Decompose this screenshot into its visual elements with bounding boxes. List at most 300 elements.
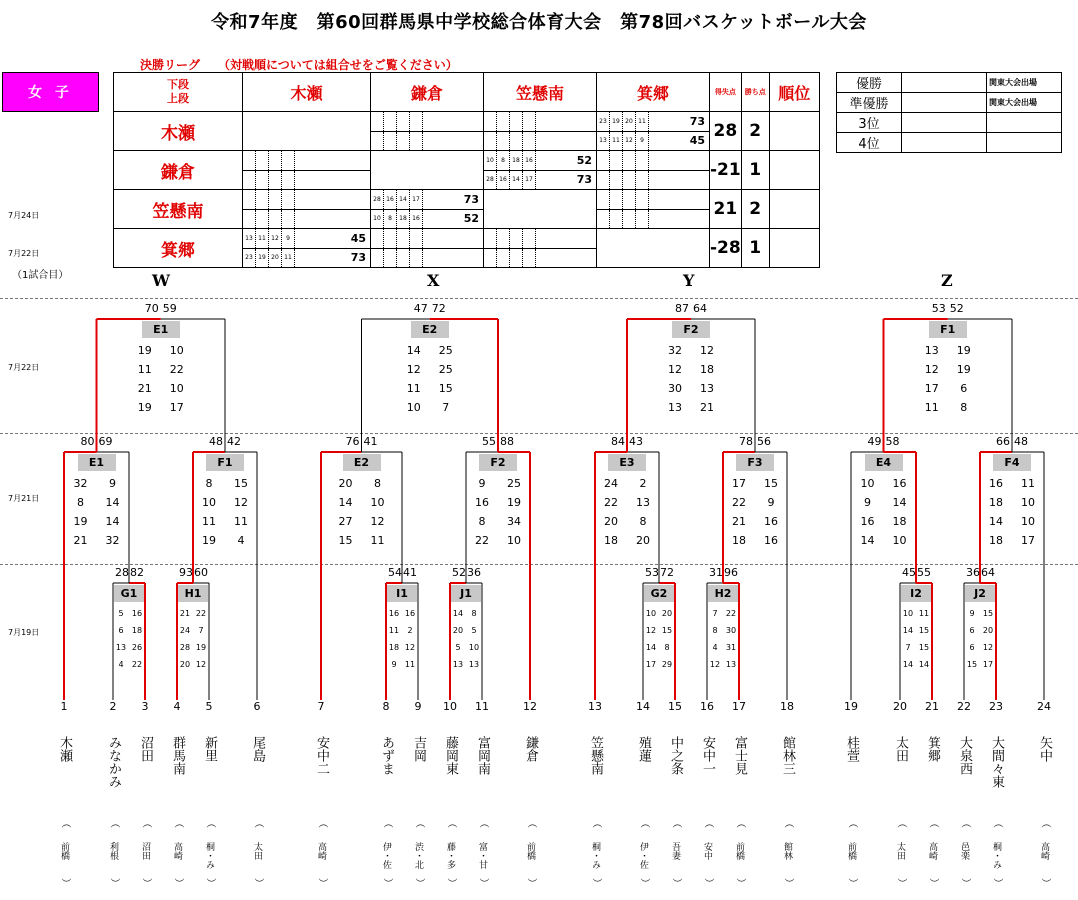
set-score-left: 22 bbox=[475, 534, 489, 547]
team-number: 5 bbox=[205, 700, 213, 713]
set-score-right: 22 bbox=[725, 609, 737, 618]
block-x: X bbox=[427, 271, 440, 290]
team-region: 富・甘 bbox=[477, 842, 487, 869]
set-score-left: 17 bbox=[924, 382, 939, 395]
set-score-left: 15 bbox=[338, 534, 353, 547]
game-id: E3 bbox=[608, 454, 646, 471]
paren-close: ︶ bbox=[846, 878, 857, 888]
score-left: 52 bbox=[452, 566, 466, 579]
row-diff: 21 bbox=[710, 190, 742, 229]
team-region: 前橋 bbox=[846, 842, 856, 860]
league-note: （対戦順については組合せをご覧ください） bbox=[224, 58, 458, 72]
team-region: 沼田 bbox=[140, 842, 150, 860]
score-left: 80 bbox=[80, 435, 95, 448]
total-score: 52 bbox=[576, 153, 592, 167]
col-wins: 勝ち点 bbox=[741, 73, 769, 112]
set-score-right: 16 bbox=[764, 534, 778, 547]
paren-open: ︵ bbox=[59, 818, 70, 828]
paren-close: ︶ bbox=[670, 878, 681, 888]
set-score-left: 8 bbox=[77, 496, 84, 509]
set-score-left: 7 bbox=[905, 643, 911, 652]
set-score-right: 2 bbox=[407, 626, 413, 635]
quarter-score: 23 bbox=[243, 249, 256, 268]
team-number: 19 bbox=[844, 700, 858, 713]
set-score-left: 28 bbox=[179, 643, 191, 652]
set-score-right: 12 bbox=[700, 344, 714, 357]
quarter-score: 13 bbox=[597, 132, 610, 151]
set-score-left: 5 bbox=[455, 643, 461, 652]
set-score-left: 20 bbox=[179, 660, 191, 669]
set-score-left: 19 bbox=[137, 344, 152, 357]
col-team-2: 鎌倉 bbox=[371, 73, 484, 112]
set-score-left: 16 bbox=[989, 477, 1003, 490]
quarter-score: 11 bbox=[282, 249, 295, 268]
set-score-right: 15 bbox=[982, 609, 994, 618]
set-score-right: 19 bbox=[507, 496, 521, 509]
set-score-right: 14 bbox=[892, 496, 907, 509]
quarter-score: 14 bbox=[397, 190, 410, 209]
set-score-left: 14 bbox=[860, 534, 875, 547]
set-score-right: 22 bbox=[195, 609, 207, 618]
team-region: 伊・佐 bbox=[638, 842, 648, 869]
paren-close: ︶ bbox=[702, 878, 713, 888]
set-score-left: 6 bbox=[118, 626, 124, 635]
paren-close: ︶ bbox=[381, 878, 392, 888]
score-right: 42 bbox=[227, 435, 241, 448]
paren-open: ︵ bbox=[782, 818, 793, 828]
set-score-right: 8 bbox=[374, 477, 381, 490]
total-score: 73 bbox=[689, 114, 705, 128]
set-score-left: 22 bbox=[604, 496, 618, 509]
game-id: E1 bbox=[142, 321, 180, 338]
set-score-left: 12 bbox=[709, 660, 721, 669]
paren-close: ︶ bbox=[638, 878, 649, 888]
col-points-diff: 得失点 bbox=[710, 73, 742, 112]
paren-open: ︵ bbox=[140, 818, 151, 828]
quarter-score: 11 bbox=[610, 132, 623, 151]
quarter-score: 10 bbox=[371, 210, 384, 229]
paren-close: ︶ bbox=[525, 878, 536, 888]
team-region: 桐・み bbox=[204, 842, 214, 869]
set-score-left: 18 bbox=[604, 534, 618, 547]
quarter-score: 16 bbox=[523, 151, 536, 170]
set-score-right: 11 bbox=[1021, 477, 1035, 490]
set-score-right: 18 bbox=[892, 515, 907, 528]
team-number: 13 bbox=[588, 700, 602, 713]
set-score-left: 14 bbox=[902, 660, 914, 669]
set-score-left: 9 bbox=[478, 477, 486, 490]
block-w: W bbox=[152, 271, 170, 290]
paren-open: ︵ bbox=[638, 818, 649, 828]
set-score-right: 15 bbox=[438, 382, 453, 395]
set-score-right: 25 bbox=[507, 477, 521, 490]
set-score-left: 24 bbox=[179, 626, 191, 635]
quarter-score: 10 bbox=[484, 151, 497, 170]
set-score-left: 11 bbox=[202, 515, 216, 528]
paren-open: ︵ bbox=[445, 818, 456, 828]
total-score: 73 bbox=[350, 251, 366, 265]
set-score-left: 20 bbox=[604, 515, 618, 528]
set-score-left: 13 bbox=[668, 401, 682, 414]
team-region: 前橋 bbox=[734, 842, 744, 860]
set-score-right: 13 bbox=[700, 382, 714, 395]
set-score-right: 10 bbox=[370, 496, 385, 509]
team-region: 桐・み bbox=[991, 842, 1001, 869]
date-label: 7月24日 bbox=[8, 211, 40, 220]
date-note: （1試合目） bbox=[12, 270, 69, 281]
set-score-left: 12 bbox=[645, 626, 657, 635]
set-score-left: 16 bbox=[388, 609, 400, 618]
set-score-right: 19 bbox=[195, 643, 207, 652]
team-number: 7 bbox=[317, 700, 325, 713]
game-id: I2 bbox=[901, 585, 931, 602]
set-score-right: 14 bbox=[105, 496, 120, 509]
team-region: 高崎 bbox=[172, 842, 182, 860]
score-right: 72 bbox=[660, 566, 674, 579]
set-score-left: 11 bbox=[406, 382, 421, 395]
team-name: 太田 bbox=[893, 736, 908, 762]
game-id: G2 bbox=[644, 585, 674, 602]
team-name: あずま bbox=[379, 736, 394, 775]
paren-open: ︵ bbox=[525, 818, 536, 828]
score-left: 53 bbox=[931, 302, 946, 315]
set-score-left: 18 bbox=[989, 534, 1003, 547]
score-left: 49 bbox=[867, 435, 882, 448]
row-wins: 2 bbox=[741, 112, 769, 151]
paren-close: ︶ bbox=[734, 878, 745, 888]
score-left: 55 bbox=[482, 435, 496, 448]
set-score-right: 9 bbox=[767, 496, 775, 509]
set-score-left: 8 bbox=[712, 626, 718, 635]
score-right: 58 bbox=[885, 435, 900, 448]
paren-close: ︶ bbox=[252, 878, 263, 888]
set-score-left: 32 bbox=[668, 344, 682, 357]
team-region: 邑楽 bbox=[959, 842, 969, 860]
quarter-score: 18 bbox=[397, 210, 410, 229]
set-score-right: 31 bbox=[725, 643, 737, 652]
row-team: 鎌倉 bbox=[114, 151, 243, 190]
paren-open: ︵ bbox=[204, 818, 215, 828]
team-region: 高崎 bbox=[927, 842, 937, 860]
set-score-left: 14 bbox=[406, 344, 421, 357]
set-score-left: 18 bbox=[732, 534, 746, 547]
paren-open: ︵ bbox=[991, 818, 1002, 828]
score-left: 45 bbox=[902, 566, 916, 579]
team-number: 12 bbox=[523, 700, 537, 713]
team-name: 中之条 bbox=[668, 736, 683, 775]
set-score-left: 13 bbox=[924, 344, 939, 357]
paren-open: ︵ bbox=[172, 818, 183, 828]
team-name: 尾島 bbox=[250, 736, 265, 762]
set-score-left: 21 bbox=[179, 609, 191, 618]
paren-close: ︶ bbox=[895, 878, 906, 888]
team-number: 11 bbox=[475, 700, 489, 713]
team-region: 利根 bbox=[108, 842, 118, 860]
team-number: 16 bbox=[700, 700, 714, 713]
set-score-right: 10 bbox=[468, 643, 480, 652]
set-score-left: 14 bbox=[902, 626, 914, 635]
set-score-left: 14 bbox=[338, 496, 353, 509]
score-right: 41 bbox=[363, 435, 378, 448]
paren-close: ︶ bbox=[477, 878, 488, 888]
set-score-left: 9 bbox=[391, 660, 397, 669]
team-name: 鎌倉 bbox=[523, 736, 538, 762]
col-team-4: 箕郷 bbox=[597, 73, 710, 112]
team-name: 藤岡東 bbox=[443, 736, 458, 775]
team-region: 藤・多 bbox=[445, 842, 455, 869]
set-score-left: 4 bbox=[712, 643, 718, 652]
set-score-right: 25 bbox=[438, 363, 453, 376]
team-region: 前橋 bbox=[525, 842, 535, 860]
set-score-left: 14 bbox=[452, 609, 464, 618]
team-number: 1 bbox=[60, 700, 68, 713]
score-left: 87 bbox=[675, 302, 689, 315]
game-id: F4 bbox=[993, 454, 1031, 471]
set-score-right: 7 bbox=[442, 401, 450, 414]
ranking-place: 優勝 bbox=[837, 73, 902, 93]
row-diff: -28 bbox=[710, 229, 742, 268]
team-name: 吉岡 bbox=[411, 736, 426, 762]
set-score-left: 14 bbox=[989, 515, 1003, 528]
set-score-right: 15 bbox=[661, 626, 673, 635]
paren-open: ︵ bbox=[846, 818, 857, 828]
row-diff: 28 bbox=[710, 112, 742, 151]
team-region: 太田 bbox=[252, 842, 262, 860]
col-team-3: 笠懸南 bbox=[484, 73, 597, 112]
game-id: I1 bbox=[387, 585, 417, 602]
game-id: J1 bbox=[451, 585, 481, 602]
score-left: 28 bbox=[115, 566, 129, 579]
paren-close: ︶ bbox=[59, 878, 70, 888]
set-score-left: 8 bbox=[205, 477, 213, 490]
set-score-right: 21 bbox=[700, 401, 714, 414]
quarter-score: 11 bbox=[256, 229, 269, 248]
team-number: 10 bbox=[443, 700, 457, 713]
paren-open: ︵ bbox=[1039, 818, 1050, 828]
set-score-left: 12 bbox=[668, 363, 682, 376]
team-name: 館林三 bbox=[780, 736, 795, 775]
set-score-right: 20 bbox=[661, 609, 673, 618]
set-score-right: 16 bbox=[764, 515, 778, 528]
set-score-right: 2 bbox=[639, 477, 647, 490]
set-score-right: 26 bbox=[131, 643, 143, 652]
team-number: 9 bbox=[414, 700, 422, 713]
set-score-right: 34 bbox=[507, 515, 521, 528]
set-score-right: 32 bbox=[105, 534, 120, 547]
team-region: 高崎 bbox=[1039, 842, 1049, 860]
team-number: 20 bbox=[893, 700, 907, 713]
set-score-right: 20 bbox=[982, 626, 994, 635]
team-name: 安中二 bbox=[314, 736, 329, 775]
set-score-left: 10 bbox=[645, 609, 657, 618]
ranking-place: 4位 bbox=[837, 133, 902, 153]
set-score-left: 10 bbox=[406, 401, 421, 414]
team-region: 高崎 bbox=[316, 842, 326, 860]
quarter-score: 9 bbox=[282, 229, 295, 248]
set-score-right: 30 bbox=[725, 626, 737, 635]
col-team-1: 木瀬 bbox=[243, 73, 371, 112]
team-name: 安中一 bbox=[700, 736, 715, 775]
set-score-right: 6 bbox=[960, 382, 968, 395]
team-region: 伊・佐 bbox=[381, 842, 391, 869]
set-score-left: 16 bbox=[860, 515, 875, 528]
team-name: 富岡南 bbox=[475, 736, 490, 775]
set-score-right: 18 bbox=[700, 363, 714, 376]
score-right: 55 bbox=[917, 566, 931, 579]
paren-open: ︵ bbox=[590, 818, 601, 828]
block-z: Z bbox=[941, 271, 953, 290]
girls-badge: 女 子 bbox=[2, 72, 99, 112]
set-score-right: 8 bbox=[639, 515, 647, 528]
set-score-left: 27 bbox=[338, 515, 353, 528]
team-number: 15 bbox=[668, 700, 682, 713]
team-name: 沼田 bbox=[138, 736, 153, 762]
set-score-left: 17 bbox=[645, 660, 657, 669]
ranking-note: 関東大会出場 bbox=[987, 73, 1062, 93]
set-score-left: 19 bbox=[73, 515, 88, 528]
total-score: 45 bbox=[689, 134, 705, 148]
row-wins: 1 bbox=[741, 229, 769, 268]
team-number: 2 bbox=[109, 700, 117, 713]
set-score-right: 11 bbox=[234, 515, 248, 528]
set-score-right: 14 bbox=[105, 515, 120, 528]
paren-open: ︵ bbox=[316, 818, 327, 828]
set-score-left: 16 bbox=[475, 496, 489, 509]
set-score-left: 4 bbox=[118, 660, 124, 669]
set-score-right: 13 bbox=[468, 660, 480, 669]
team-name: 大泉西 bbox=[957, 736, 972, 775]
set-score-right: 5 bbox=[471, 626, 477, 635]
score-left: 31 bbox=[709, 566, 723, 579]
team-number: 6 bbox=[253, 700, 261, 713]
set-score-right: 25 bbox=[438, 344, 453, 357]
game-id: E2 bbox=[411, 321, 449, 338]
set-score-left: 32 bbox=[73, 477, 88, 490]
team-name: 新里 bbox=[202, 736, 217, 762]
game-id: J2 bbox=[965, 585, 995, 602]
total-score: 73 bbox=[576, 173, 592, 187]
set-score-right: 20 bbox=[636, 534, 650, 547]
score-left: 78 bbox=[739, 435, 753, 448]
page-title: 令和7年度 第60回群馬県中学校総合体育大会 第78回バスケットボール大会 bbox=[211, 12, 867, 33]
set-score-right: 22 bbox=[131, 660, 143, 669]
set-score-right: 17 bbox=[1021, 534, 1035, 547]
score-left: 84 bbox=[611, 435, 625, 448]
quarter-score: 16 bbox=[497, 171, 510, 190]
team-name: 富士見 bbox=[732, 736, 747, 775]
game-id: H1 bbox=[178, 585, 208, 602]
set-score-right: 11 bbox=[370, 534, 385, 547]
quarter-score: 28 bbox=[371, 190, 384, 209]
date-label: 7月22日 bbox=[8, 363, 40, 372]
paren-open: ︵ bbox=[252, 818, 263, 828]
row-diff: -21 bbox=[710, 151, 742, 190]
set-score-left: 17 bbox=[732, 477, 746, 490]
set-score-right: 4 bbox=[237, 534, 245, 547]
score-right: 52 bbox=[949, 302, 964, 315]
paren-open: ︵ bbox=[477, 818, 488, 828]
score-right: 64 bbox=[981, 566, 995, 579]
quarter-score: 20 bbox=[269, 249, 282, 268]
set-score-left: 12 bbox=[406, 363, 421, 376]
score-right: 96 bbox=[724, 566, 738, 579]
ranking-note: 関東大会出場 bbox=[987, 93, 1062, 113]
team-name: 群馬南 bbox=[170, 736, 185, 775]
set-score-right: 17 bbox=[982, 660, 994, 669]
set-score-left: 6 bbox=[969, 626, 975, 635]
set-score-right: 12 bbox=[195, 660, 207, 669]
set-score-right: 13 bbox=[725, 660, 737, 669]
league-label: 決勝リーグ bbox=[140, 58, 201, 72]
team-number: 4 bbox=[173, 700, 181, 713]
set-score-right: 12 bbox=[982, 643, 994, 652]
set-score-right: 29 bbox=[661, 660, 673, 669]
score-left: 47 bbox=[413, 302, 428, 315]
team-name: 木瀬 bbox=[57, 736, 72, 762]
row-wins: 1 bbox=[741, 151, 769, 190]
set-score-right: 10 bbox=[169, 344, 184, 357]
team-number: 3 bbox=[141, 700, 149, 713]
set-score-left: 19 bbox=[137, 401, 152, 414]
game-id: E2 bbox=[343, 454, 381, 471]
score-left: 53 bbox=[645, 566, 659, 579]
set-score-right: 8 bbox=[471, 609, 477, 618]
quarter-score: 8 bbox=[497, 151, 510, 170]
quarter-score: 17 bbox=[410, 190, 423, 209]
set-score-left: 5 bbox=[118, 609, 124, 618]
paren-open: ︵ bbox=[108, 818, 119, 828]
quarter-score: 8 bbox=[384, 210, 397, 229]
row-team: 箕郷 bbox=[114, 229, 243, 268]
game-id: G1 bbox=[114, 585, 144, 602]
team-number: 14 bbox=[636, 700, 650, 713]
set-score-right: 12 bbox=[370, 515, 385, 528]
team-name: 箕郷 bbox=[925, 736, 940, 762]
set-score-left: 18 bbox=[388, 643, 400, 652]
paren-open: ︵ bbox=[927, 818, 938, 828]
paren-close: ︶ bbox=[445, 878, 456, 888]
quarter-score: 18 bbox=[510, 151, 523, 170]
quarter-score: 13 bbox=[243, 229, 256, 248]
set-score-left: 11 bbox=[924, 401, 939, 414]
set-score-left: 22 bbox=[732, 496, 746, 509]
paren-close: ︶ bbox=[1039, 878, 1050, 888]
set-score-right: 8 bbox=[960, 401, 968, 414]
total-score: 45 bbox=[350, 231, 366, 245]
set-score-right: 11 bbox=[918, 609, 930, 618]
set-score-left: 21 bbox=[73, 534, 88, 547]
set-score-left: 15 bbox=[966, 660, 978, 669]
set-score-right: 10 bbox=[169, 382, 184, 395]
quarter-score: 16 bbox=[410, 210, 423, 229]
score-right: 64 bbox=[693, 302, 707, 315]
set-score-left: 20 bbox=[452, 626, 464, 635]
paren-close: ︶ bbox=[413, 878, 424, 888]
set-score-right: 12 bbox=[404, 643, 416, 652]
score-right: 56 bbox=[757, 435, 771, 448]
score-left: 54 bbox=[388, 566, 402, 579]
quarter-score: 23 bbox=[597, 112, 610, 131]
set-score-right: 16 bbox=[892, 477, 907, 490]
set-score-right: 11 bbox=[404, 660, 416, 669]
quarter-score: 16 bbox=[384, 190, 397, 209]
paren-close: ︶ bbox=[590, 878, 601, 888]
quarter-score: 17 bbox=[523, 171, 536, 190]
set-score-left: 11 bbox=[388, 626, 400, 635]
quarter-score: 20 bbox=[623, 112, 636, 131]
team-name: みなかみ bbox=[106, 736, 121, 788]
paren-open: ︵ bbox=[413, 818, 424, 828]
